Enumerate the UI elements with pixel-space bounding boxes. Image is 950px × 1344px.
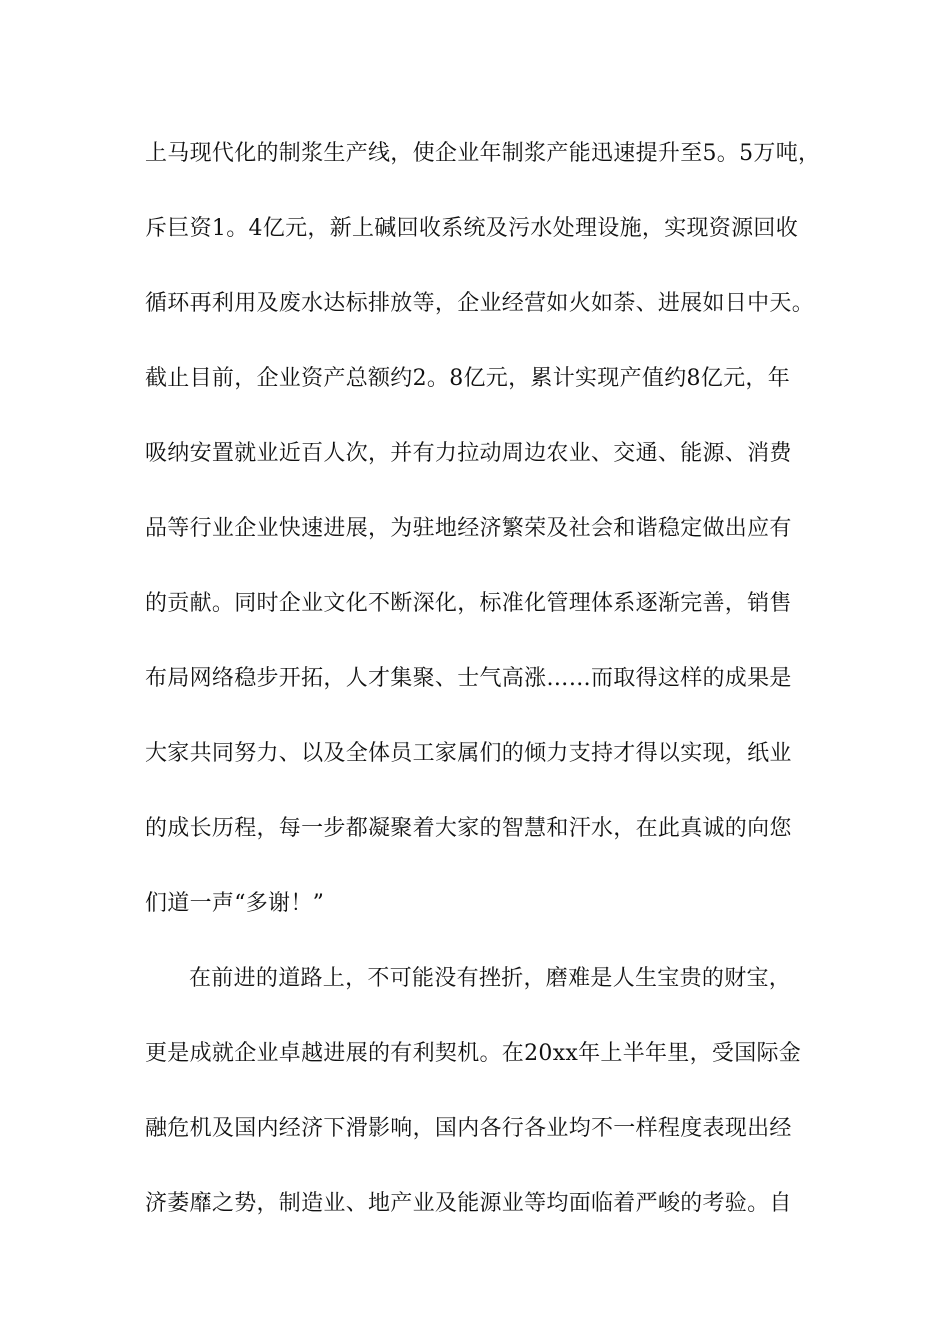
text-line: 循环再利用及废水达标排放等，企业经营如火如荼、进展如日中天。 <box>145 291 815 316</box>
text-line: 济萎靡之势，制造业、地产业及能源业等均面临着严峻的考验。自 <box>145 1191 792 1216</box>
text-line: 上马现代化的制浆生产线，使企业年制浆产能迅速提升至5。5万吨， <box>145 141 821 166</box>
text-line: 融危机及国内经济下滑影响，国内各行各业均不一样程度表现出经 <box>145 1116 792 1141</box>
text-line: 斥巨资1。4亿元，新上碱回收系统及污水处理设施，实现资源回收 <box>145 216 798 241</box>
text-line: 吸纳安置就业近百人次，并有力拉动周边农业、交通、能源、消费 <box>145 441 792 466</box>
text-line: 们道一声“多谢！” <box>145 891 325 916</box>
text-line: 的贡献。同时企业文化不断深化，标准化管理体系逐渐完善，销售 <box>145 591 792 616</box>
text-line: 的成长历程，每一步都凝聚着大家的智慧和汗水，在此真诚的向您 <box>145 816 792 841</box>
text-line: 大家共同努力、以及全体员工家属们的倾力支持才得以实现，纸业 <box>145 741 792 766</box>
paragraph-first-line: 在前进的道路上，不可能没有挫折，磨难是人生宝贵的财宝， <box>189 966 792 991</box>
text-line: 更是成就企业卓越进展的有利契机。在20xx年上半年里，受国际金 <box>145 1041 802 1066</box>
text-line: 布局网络稳步开拓，人才集聚、士气高涨……而取得这样的成果是 <box>145 666 792 691</box>
text-line: 截止目前，企业资产总额约2。8亿元，累计实现产值约8亿元，年 <box>145 366 790 391</box>
text-line: 品等行业企业快速进展，为驻地经济繁荣及社会和谐稳定做出应有 <box>145 516 792 541</box>
